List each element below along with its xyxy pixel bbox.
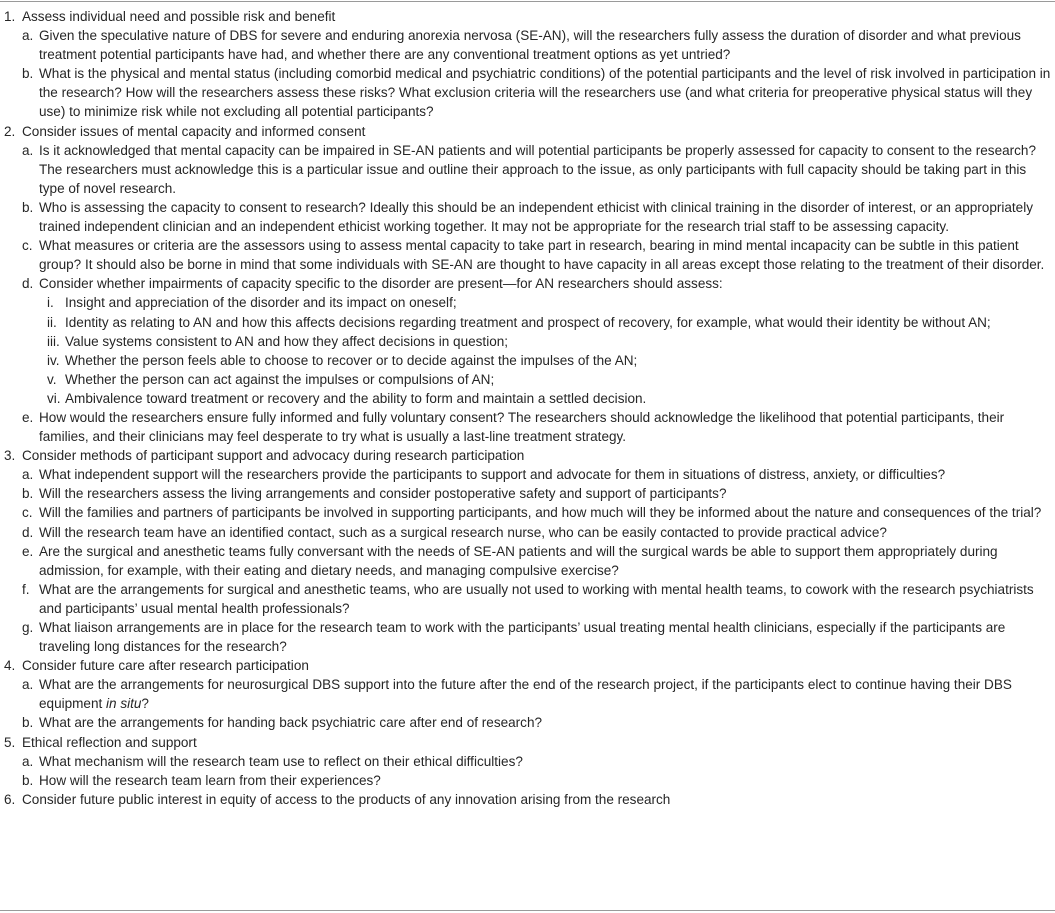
item-text (39, 771, 1055, 790)
section-title: Consider issues of mental capacity and informed consent (22, 123, 366, 139)
item-letter: c. (22, 238, 33, 254)
section-heading (0, 656, 1055, 675)
sub-item-text: Insight and appreciation of the disorder and its impact on oneself; (65, 295, 457, 311)
list-item (0, 580, 1055, 618)
list-item (0, 141, 1055, 198)
section-6 (0, 790, 1055, 809)
section-title: Ethical reflection and support (22, 734, 197, 750)
section-5 (0, 733, 1055, 790)
item-letter: c. (22, 505, 33, 521)
sub-item-number: i. (47, 295, 54, 311)
item-text-tail: ? (141, 696, 149, 712)
item-letter: d. (22, 524, 34, 540)
section-number: 3. (4, 448, 16, 464)
item-letter: b. (22, 772, 34, 788)
section-number: 1. (4, 9, 16, 24)
item-text-body: What measures or criteria are the assessors using to assess mental capacity to take part in research, bearing in mind mental incapacity can be subtle in this patient group? It should also be borne in mind that some individuals with SE-AN are thought to have capacity in all areas except those relating to the treatment of their disorder. (39, 238, 1045, 273)
item-letter: b. (22, 715, 34, 731)
item-text-body: What are the arrangements for surgical and anesthetic teams, who are usually not used to working with mental health teams, to cowork with the research psychiatrists and participants’ usual mental health professionals? (39, 581, 1034, 616)
item-letter: a. (22, 677, 34, 693)
item-text-body: What is the physical and mental status (including comorbid medical and psychiatric conditions) of the potential participants and the level of risk involved in participation in the research? How will the researchers assess these risks? What exclusion criteria will the researchers use (and what criteria for preoperative physical status will they use) to minimize risk while not excluding all potential participants? (39, 66, 1051, 120)
item-text-body: What are the arrangements for handing back psychiatric care after end of research? (39, 715, 543, 731)
item-text-body: What are the arrangements for neurosurgical DBS support into the future after the end of the research project, if the participants elect to continue having their DBS equipment (39, 677, 1012, 712)
bottom-rule (0, 910, 1055, 911)
section-number: 5. (4, 734, 16, 750)
item-letter: b. (22, 486, 34, 502)
item-text-body: What mechanism will the research team use to reflect on their ethical difficulties? (39, 753, 523, 769)
checklist-content (0, 7, 1055, 809)
item-letter: b. (22, 199, 34, 215)
section-number: 2. (4, 123, 16, 139)
item-text-body: Are the surgical and anesthetic teams fully conversant with the needs of SE-AN patients and will the surgical wards be able to support them appropriately during admission, for example, with their eating and dietary needs, and managing compulsive exercise? (39, 543, 998, 578)
list-item (0, 198, 1055, 236)
list-item (0, 675, 1055, 713)
item-text-body: What independent support will the researchers provide the participants to support and advocate for them in situations of distress, anxiety, or difficulties? (39, 467, 946, 483)
section-heading (0, 733, 1055, 752)
sub-item-number: vi. (47, 390, 61, 406)
list-item (0, 771, 1055, 790)
list-item (0, 465, 1055, 484)
list-item (0, 274, 1055, 293)
item-text (39, 198, 1055, 236)
sub-list-item (0, 370, 1055, 389)
item-text (39, 713, 1055, 732)
section-4 (0, 656, 1055, 732)
item-text-body: How would the researchers ensure fully informed and fully voluntary consent? The researchers should acknowledge the likelihood that potential participants, their families, and their clinicians may feel desperate to try what is usually a last-line treatment strategy. (39, 409, 1005, 445)
item-text (39, 675, 1055, 713)
item-text (39, 141, 1055, 198)
sub-item-text: Whether the person feels able to choose to recover or to decide against the impulses of the AN; (65, 352, 638, 368)
item-letter: b. (22, 66, 34, 82)
list-item (0, 484, 1055, 503)
list-item (0, 64, 1055, 121)
sub-list-item (0, 389, 1055, 408)
section-1 (0, 7, 1055, 122)
item-letter: a. (22, 753, 34, 769)
section-heading (0, 7, 1055, 26)
item-text-body: Is it acknowledged that mental capacity can be impaired in SE-AN patients and will potential participants be properly assessed for capacity to consent to the research? The researchers must acknowledge this is a particular issue and outline their approach to the issue, as only participants with full capacity should be taking part in this type of novel research. (39, 142, 1036, 196)
item-text-body: Will the families and partners of participants be involved in supporting participants, and how much will they be informed about the nature and consequences of the trial? (39, 505, 1042, 521)
item-text (39, 503, 1055, 522)
section-3 (0, 446, 1055, 656)
item-text-italic: in situ (106, 696, 142, 712)
section-title: Consider future care after research participation (22, 658, 309, 674)
sub-item-number: ii. (47, 314, 57, 330)
item-text-body: Given the speculative nature of DBS for severe and enduring anorexia nervosa (SE-AN), will the researchers fully assess the duration of disorder and what previous treatment potential participants have had, and whether there are any conventional treatment options as yet untried? (39, 28, 1021, 63)
list-item (0, 618, 1055, 656)
section-title: Consider methods of participant support and advocacy during research participation (22, 448, 525, 464)
list-item (0, 713, 1055, 732)
section-number: 4. (4, 658, 16, 674)
list-item (0, 236, 1055, 274)
sub-item-text: Identity as relating to AN and how this affects decisions regarding treatment and prospect of recovery, for example, what would their identity be without AN; (65, 314, 991, 330)
list-item (0, 503, 1055, 522)
section-2 (0, 122, 1055, 447)
item-letter: a. (22, 467, 34, 483)
item-text (39, 465, 1055, 484)
sub-item-number: iii. (47, 333, 60, 349)
item-text (39, 542, 1055, 580)
sub-list-item (0, 293, 1055, 312)
item-letter: g. (22, 620, 34, 635)
item-text (39, 484, 1055, 503)
sub-item-number: iv. (47, 352, 60, 368)
item-text (39, 408, 1055, 446)
item-letter: e. (22, 543, 34, 559)
item-text-body: Will the researchers assess the living arrangements and consider postoperative safety and support of participants? (39, 486, 727, 502)
sub-list-item (0, 332, 1055, 351)
section-heading (0, 122, 1055, 141)
list-item (0, 523, 1055, 542)
item-text-body: What liaison arrangements are in place for the research team to work with the participants’ usual treating mental health clinicians, especially if the participants are traveling long distances for the research? (39, 620, 1006, 655)
sub-item-text: Value systems consistent to AN and how they affect decisions in question; (65, 333, 509, 349)
sub-list-item (0, 313, 1055, 332)
item-text-body: Consider whether impairments of capacity specific to the disorder are present—for AN researchers should assess: (39, 276, 723, 292)
item-letter: e. (22, 409, 34, 425)
section-title: Consider future public interest in equity of access to the products of any innovation arising from the research (22, 791, 671, 807)
item-text (39, 236, 1055, 274)
item-text (39, 26, 1055, 64)
item-text (39, 618, 1055, 656)
item-letter: f. (22, 581, 30, 597)
item-text (39, 580, 1055, 618)
item-text (39, 523, 1055, 542)
item-text-body: Who is assessing the capacity to consent to research? Ideally this should be an independent ethicist with clinical training in the disorder of interest, or an appropriately trained independent clinician and an independent ethicist working together. It may not be appropriate for the research trial staff to be assessing capacity. (39, 199, 1033, 235)
list-item (0, 542, 1055, 580)
list-item (0, 26, 1055, 64)
top-rule (0, 1, 1055, 2)
sub-item-text: Ambivalence toward treatment or recovery and the ability to form and maintain a settled decision. (65, 390, 647, 406)
item-text-body: Will the research team have an identified contact, such as a surgical research nurse, who can be easily contacted to provide practical advice? (39, 524, 887, 540)
item-text (39, 64, 1055, 121)
item-letter: a. (22, 142, 34, 158)
item-text (39, 752, 1055, 771)
section-number: 6. (4, 791, 16, 807)
sub-list-item (0, 351, 1055, 370)
sub-item-number: v. (47, 371, 57, 387)
list-item (0, 752, 1055, 771)
item-text (39, 274, 1055, 293)
section-title: Assess individual need and possible risk and benefit (22, 9, 336, 24)
section-heading (0, 446, 1055, 465)
sub-item-text: Whether the person can act against the impulses or compulsions of AN; (65, 371, 495, 387)
list-item (0, 408, 1055, 446)
item-text-body: How will the research team learn from their experiences? (39, 772, 381, 788)
item-letter: a. (22, 28, 34, 44)
section-heading (0, 790, 1055, 809)
item-letter: d. (22, 276, 34, 292)
